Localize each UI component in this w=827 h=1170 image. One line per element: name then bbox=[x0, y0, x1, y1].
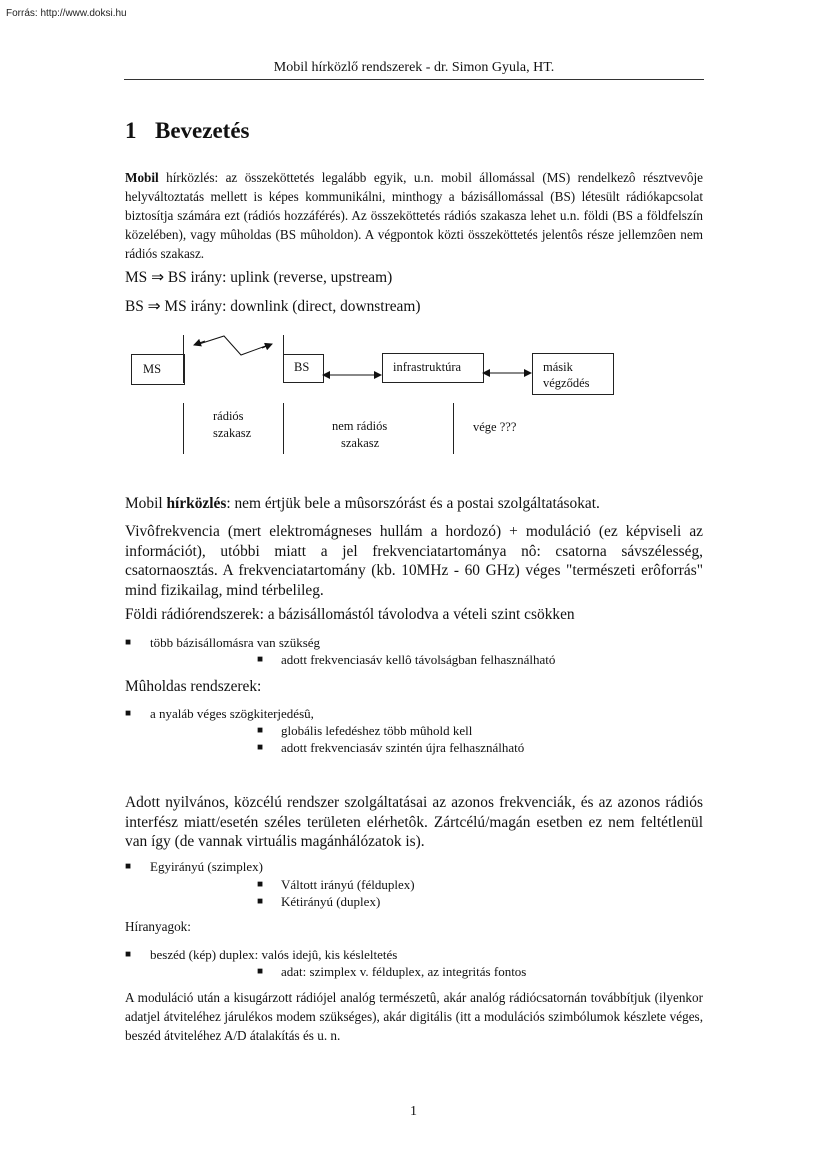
list-item-text: beszéd (kép) duplex: valós idejû, kis késleltetés bbox=[150, 947, 398, 962]
modulation-paragraph: A moduláció után a kisugárzott rádiójel analóg természetû, akár analóg rádiócsatornán továbbítjuk (ilyenkor adatjel átviteléhez járulékos modem szükséges), akár digitális (itt a modulációs szimbólumok készlete véges, beszéd átviteléhez A/D átalakítás és u. n. bbox=[125, 990, 703, 1043]
content-types-heading: Híranyagok: bbox=[125, 919, 191, 934]
list-item bbox=[257, 963, 527, 980]
bullet-square-icon: ■ bbox=[257, 654, 264, 665]
public-system-paragraph: Adott nyilvános, közcélú rendszer szolgáltatásai az azonos frekvenciák, és az azonos rádiós interfész miatt/esetén széles területen elérhetôk. Zártcélú/magán esetben ez nem feltétlenül van így (de vannak virtuális magánhálózatok is). bbox=[125, 794, 703, 850]
list-item bbox=[257, 651, 556, 668]
bs-label: BS bbox=[294, 360, 310, 374]
list-item-text: a nyaláb véges szögkiterjedésû, bbox=[150, 706, 314, 721]
other-end-box bbox=[532, 353, 614, 395]
ms-box bbox=[131, 354, 185, 385]
chapter-number: 1 bbox=[125, 118, 137, 143]
list-item bbox=[257, 876, 415, 893]
list-item-text: adott frekvenciasáv szintén újra felhasználható bbox=[281, 740, 525, 755]
ms-divider-line bbox=[183, 335, 184, 383]
list-item bbox=[125, 705, 314, 722]
running-header: Mobil hírközlő rendszerek - dr. Simon Gyula, HT. bbox=[273, 60, 555, 75]
bullet-square-icon: ■ bbox=[257, 879, 264, 890]
list-item bbox=[125, 858, 263, 875]
uplink-line: MS ⇒ BS irány: uplink (reverse, upstream) bbox=[125, 269, 393, 286]
note-pre: Mobil bbox=[125, 495, 167, 512]
bullet-square-icon: ■ bbox=[125, 637, 132, 648]
downlink-line: BS ⇒ MS irány: downlink (direct, downstream) bbox=[125, 298, 421, 315]
bullet-square-icon: ■ bbox=[257, 896, 264, 907]
list-item bbox=[257, 722, 473, 739]
list-item bbox=[257, 739, 525, 756]
infrastructure-box bbox=[382, 353, 484, 383]
satellite-heading: Mûholdas rendszerek: bbox=[125, 678, 262, 695]
intro-bold-term: Mobil bbox=[125, 170, 159, 185]
other-end-label-2: végződés bbox=[543, 376, 590, 390]
radio-segment-label-2: szakasz bbox=[213, 426, 252, 440]
list-item-text: adott frekvenciasáv kellô távolságban felhasználható bbox=[281, 652, 556, 667]
list-item bbox=[257, 893, 381, 910]
bs-divider-line bbox=[283, 335, 284, 382]
list-item-text: Váltott irányú (félduplex) bbox=[281, 877, 415, 892]
source-link[interactable]: Forrás: http://www.doksi.hu bbox=[6, 8, 127, 19]
list-item bbox=[125, 946, 398, 963]
mobile-comm-note bbox=[125, 494, 600, 514]
radio-segment-label-1: rádiós bbox=[213, 409, 244, 423]
segment-divider-2 bbox=[283, 403, 284, 454]
bs-box bbox=[283, 354, 324, 383]
note-post: : nem értjük bele a mûsorszórást és a postai szolgáltatásokat. bbox=[226, 495, 600, 512]
terrestrial-heading: Földi rádiórendszerek: a bázisállomástól távolodva a vételi szint csökken bbox=[125, 606, 575, 623]
note-bold: hírközlés bbox=[166, 495, 227, 512]
carrier-paragraph: Vivôfrekvencia (mert elektromágneses hullám a hordozó) + moduláció (ez képviseli az információt), utóbbi miatt a jel frekvenciatartománya nô: csatorna sávszélesség, csatornaosztás. A frekvenciatartomány (kb. 10MHz - 60 GHz) véges "természeti erôforrás" mind fizikailag, mind térbelileg. bbox=[125, 523, 703, 599]
list-item-text: Kétirányú (duplex) bbox=[281, 894, 381, 909]
list-item-text: több bázisállomásra van szükség bbox=[150, 635, 321, 650]
bullet-square-icon: ■ bbox=[125, 861, 132, 872]
header-divider bbox=[124, 79, 704, 80]
ms-label: MS bbox=[143, 362, 162, 376]
list-item-text: Egyirányú (szimplex) bbox=[150, 859, 263, 874]
list-item-text: globális lefedéshez több mûhold kell bbox=[281, 723, 473, 738]
chapter-title: Bevezetés bbox=[155, 118, 250, 143]
nonradio-segment-label-2: szakasz bbox=[341, 436, 380, 450]
radio-arrow-right bbox=[262, 344, 272, 348]
page-number: 1 bbox=[410, 1104, 417, 1119]
bullet-square-icon: ■ bbox=[257, 966, 264, 977]
intro-paragraph bbox=[125, 168, 703, 263]
other-end-label-1: másik bbox=[543, 360, 573, 374]
list-item-text: adat: szimplex v. félduplex, az integritás fontos bbox=[281, 964, 527, 979]
segment-divider-3 bbox=[453, 403, 454, 454]
bullet-square-icon: ■ bbox=[125, 949, 132, 960]
intro-text: hírközlés: az összeköttetés legalább egyik, u.n. mobil állomással (MS) rendelkezô résztvevôje helyváltoztatás mellett is képes kommunikálni, minthogy a bázisállomással (BS) létesült rádiókapcsolat biztosítja számára ezt (rádiós hozzáférés). Az összeköttetés rádiós szakasza lehet u.n. földi (BS a földfelszín közelében), vagy mûholdas (BS mûholdon). A végpontok közti összeköttetés jelentôs része jellemzôen nem rádiós szakasz. bbox=[125, 170, 703, 261]
radio-arrow-left bbox=[194, 341, 205, 345]
segment-divider-1 bbox=[183, 403, 184, 454]
nonradio-segment-label-1: nem rádiós bbox=[332, 419, 388, 433]
bullet-square-icon: ■ bbox=[257, 725, 264, 736]
infrastructure-label: infrastruktúra bbox=[393, 360, 462, 374]
radio-link-zigzag bbox=[196, 336, 271, 355]
list-item bbox=[125, 634, 321, 651]
end-segment-label: vége ??? bbox=[473, 420, 517, 434]
bullet-square-icon: ■ bbox=[125, 708, 132, 719]
chapter-heading bbox=[125, 118, 250, 144]
bullet-square-icon: ■ bbox=[257, 742, 264, 753]
